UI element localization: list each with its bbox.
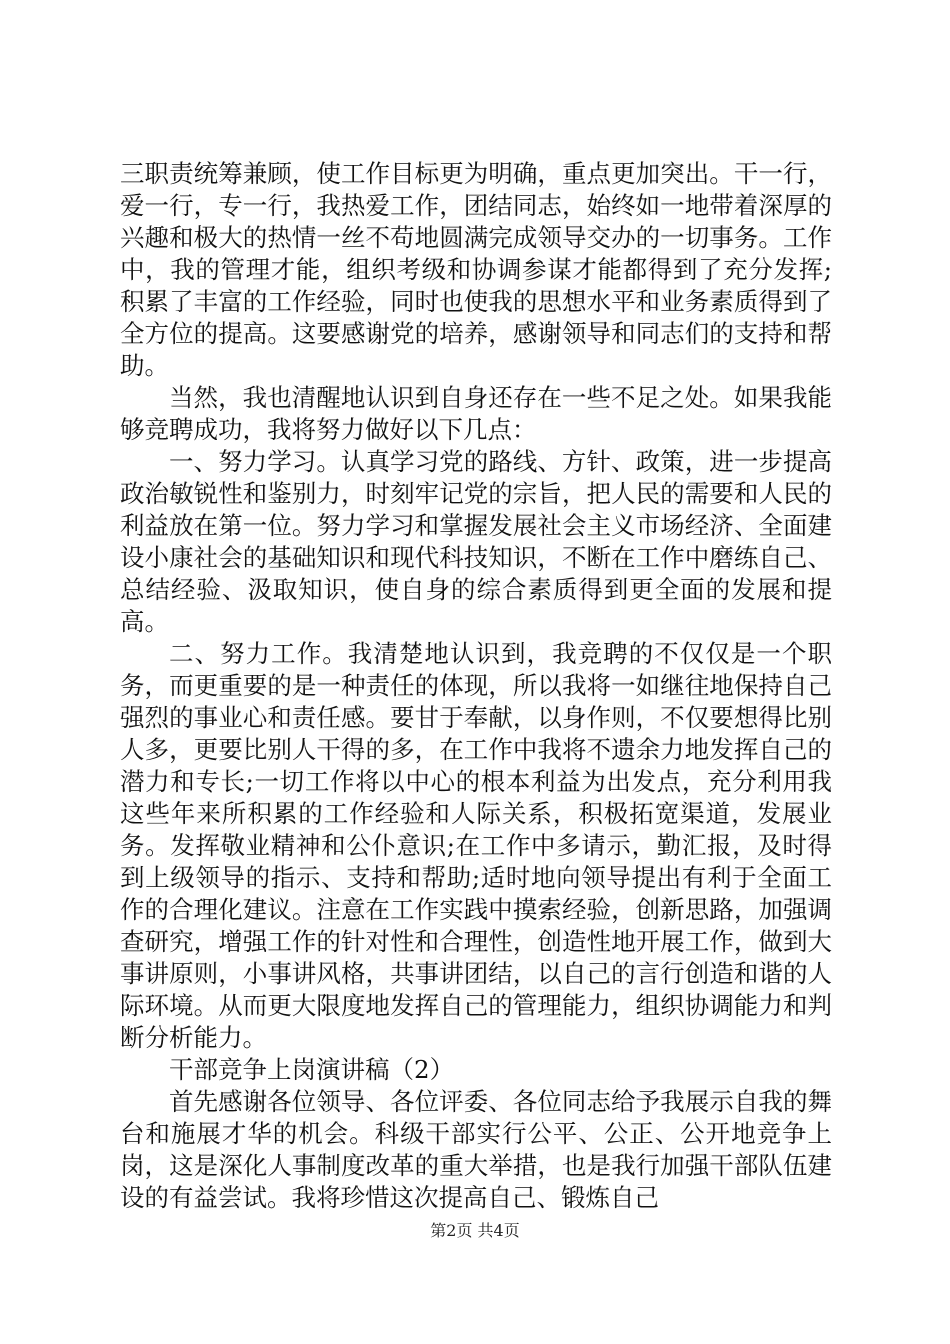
document-body [120, 158, 832, 1214]
paragraph-intro-points: 当然，我也清醒地认识到自身还存在一些不足之处。如果我能够竞聘成功，我将努力做好以下几点： [120, 383, 832, 444]
paragraph-point-work: 二、努力工作。我清楚地认识到，我竞聘的不仅仅是一个职务，而更重要的是一种责任的体现，所以我将一如继往地保持自己强烈的事业心和责任感。要甘于奉献，以身作则，不仅要想得比别人多，更要比别人干得的多，在工作中我将不遗余力地发挥自己的潜力和专长;一切工作将以中心的根本利益为出发点，充分利用我这些年来所积累的工作经验和人际关系，积极拓宽渠道，发展业务。发挥敬业精神和公仆意识;在工作中多请示，勤汇报，及时得到上级领导的指示、支持和帮助;适时地向领导提出有利于全面工作的合理化建议。注意在工作实践中摸索经验，创新思路，加强调查研究，增强工作的针对性和合理性，创造性地开展工作，做到大事讲原则，小事讲风格，共事讲团结，以自己的言行创造和谐的人际环境。从而更大限度地发挥自己的管理能力，组织协调能力和判断分析能力。 [120, 639, 832, 1052]
section-heading: 干部竞争上岗演讲稿（2） [169, 1055, 455, 1084]
paragraph-continuation: 三职责统筹兼顾，使工作目标更为明确，重点更加突出。干一行，爱一行，专一行，我热爱工作，团结同志，始终如一地带着深厚的兴趣和极大的热情一丝不苟地圆满完成领导交办的一切事务。工作中，我的管理才能，组织考级和协调参谋才能都得到了充分发挥;积累了丰富的工作经验，同时也使我的思想水平和业务素质得到了全方位的提高。这要感谢党的培养，感谢领导和同志们的支持和帮助。 [120, 159, 832, 380]
page-number-footer: 第2页 共4页 [430, 1221, 520, 1240]
paragraph-point-study: 一、努力学习。认真学习党的路线、方针、政策，进一步提高政治敏锐性和鉴别力，时刻牢记党的宗旨，把人民的需要和人民的利益放在第一位。努力学习和掌握发展社会主义市场经济、全面建设小康社会的基础知识和现代科技知识，不断在工作中磨练自己、总结经验、汲取知识，使自身的综合素质得到更全面的发展和提高。 [120, 447, 832, 636]
paragraph-speech-opening: 首先感谢各位领导、各位评委、各位同志给予我展示自我的舞台和施展才华的机会。科级干部实行公平、公正、公开地竞争上岗，这是深化人事制度改革的重大举措，也是我行加强干部队伍建设的有益尝试。我将珍惜这次提高自己、锻炼自己 [120, 1087, 832, 1212]
